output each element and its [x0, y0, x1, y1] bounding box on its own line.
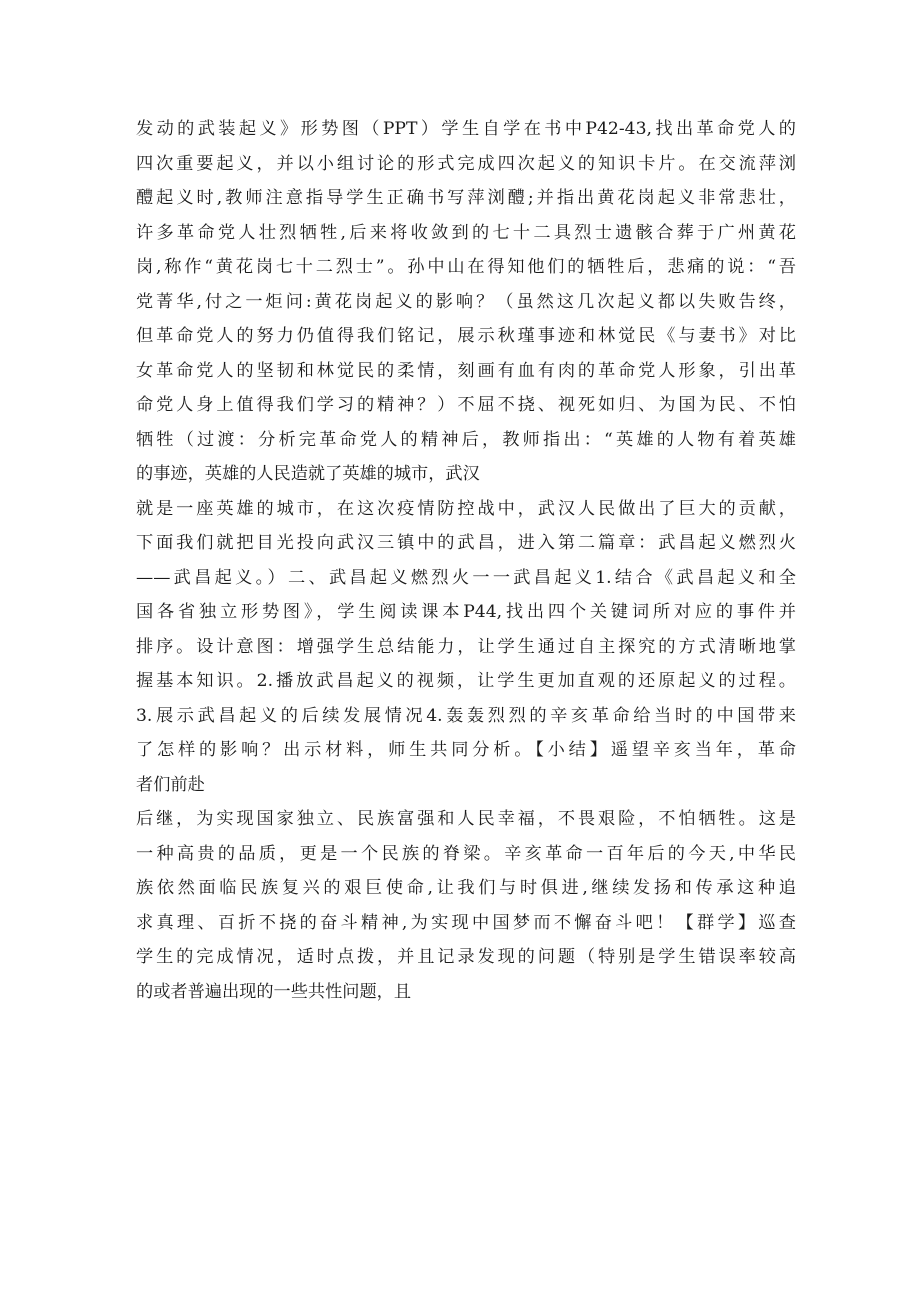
- text-line: 命党人身上值得我们学习的精神？）不屈不挠、视死如归、为国为民、不怕: [136, 395, 796, 415]
- text-line: 握基本知识。2.播放武昌起义的视频，让学生更加直观的还原起义的过程。: [136, 671, 796, 691]
- text-line: 发动的武装起义》形势图（PPT）学生自学在书中P42-43,找出革命党人的: [136, 119, 796, 139]
- text-line: 下面我们就把目光投向武汉三镇中的武昌，进入第二篇章：武昌起义燃烈火: [136, 533, 796, 553]
- text-line: 许多革命党人壮烈牺牲,后来将收敛到的七十二具烈士遗骸合葬于广州黄花: [136, 222, 796, 243]
- text-line: 者们前赴: [136, 774, 205, 795]
- text-line: 女革命党人的坚韧和林觉民的柔情，刻画有血有肉的革命党人形象，引出革: [136, 360, 796, 381]
- text-line: 族依然面临民族复兴的艰巨使命,让我们与时俱进,继续发扬和传承这种追: [136, 878, 796, 898]
- text-line: 求真理、百折不挠的奋斗精神,为实现中国梦而不懈奋斗吧！【群学】巡查: [136, 912, 796, 933]
- text-line: 一种高贵的品质，更是一个民族的脊梁。辛亥革命一百年后的今天,中华民: [136, 843, 796, 864]
- text-line: 但革命党人的努力仍值得我们铭记，展示秋瑾事迹和林觉民《与妻书》对比: [136, 326, 796, 346]
- text-line: 学生的完成情况，适时点拨，并且记录发现的问题（特别是学生错误率较高: [136, 947, 796, 967]
- text-line: 四次重要起义，并以小组讨论的形式完成四次起义的知识卡片。在交流萍浏: [136, 153, 796, 174]
- text-line: 排序。设计意图：增强学生总结能力，让学生通过自主探究的方式清晰地掌: [136, 636, 796, 657]
- text-line: 了怎样的影响？出示材料，师生共同分析。【小结】遥望辛亥当年，革命: [136, 740, 796, 760]
- text-line: 醴起义时,教师注意指导学生正确书写萍浏醴;并指出黄花岗起义非常悲壮，: [136, 188, 796, 208]
- text-line: 就是一座英雄的城市，在这次疫情防控战中，武汉人民做出了巨大的贡献，: [136, 498, 796, 519]
- text-line: 后继，为实现国家独立、民族富强和人民幸福，不畏艰险，不怕牺牲。这是: [136, 809, 796, 829]
- text-line: 国各省独立形势图》，学生阅读课本P44,找出四个关键词所对应的事件并: [136, 602, 796, 622]
- text-line: ——武昌起义。）二、武昌起义燃烈火一一武昌起义1.结合《武昌起义和全: [136, 567, 796, 588]
- text-line: 党菁华,付之一炬问:黄花岗起义的影响？（虽然这几次起义都以失败告终，: [136, 291, 796, 312]
- text-line: 岗,称作“黄花岗七十二烈士”。孙中山在得知他们的牺牲后，悲痛的说：“吾: [136, 257, 796, 277]
- text-line: 牺牲（过渡：分析完革命党人的精神后，教师指出：“英雄的人物有着英雄: [136, 429, 796, 450]
- text-line: 3.展示武昌起义的后续发展情况4.轰轰烈烈的辛亥革命给当时的中国带来: [136, 705, 796, 726]
- text-line: 的或者普遍出现的一些共性问题，且: [136, 981, 412, 1002]
- text-line: 的事迹，英雄的人民造就了英雄的城市，武汉: [136, 464, 480, 484]
- document-body: [136, 112, 796, 1009]
